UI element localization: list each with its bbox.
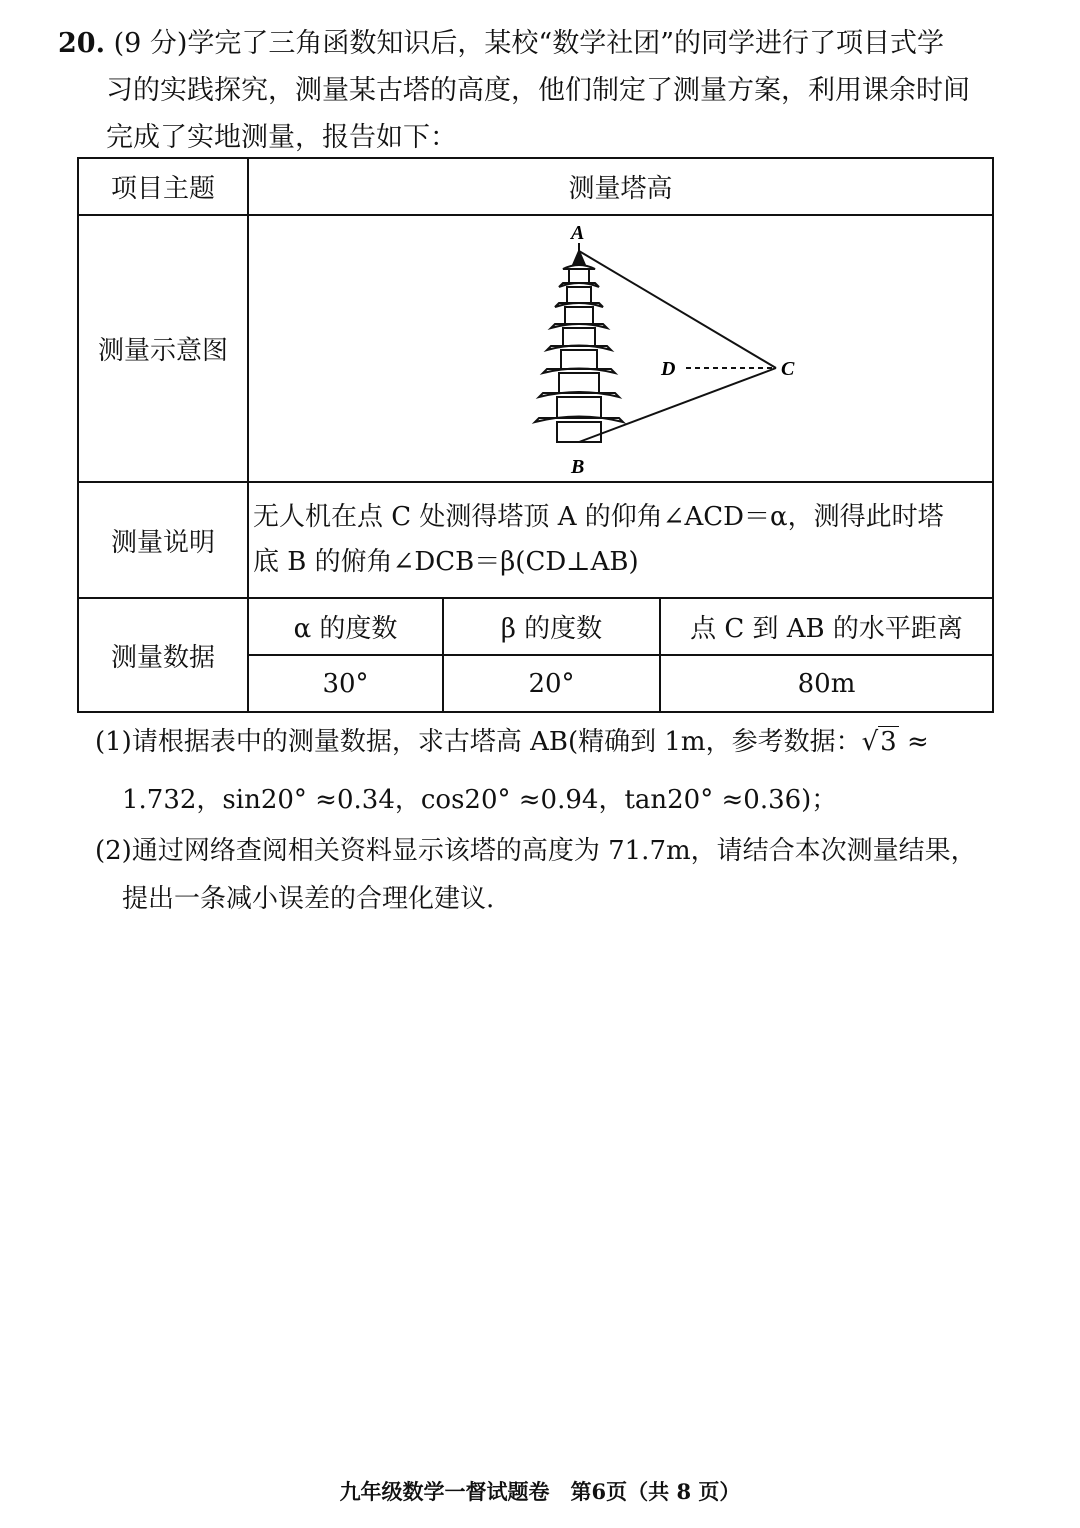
question-intro-line-1 [58, 20, 1018, 67]
part-2-line-2: 提出一条减小误差的合理化建议. [122, 884, 495, 914]
description-label: 测量说明 [78, 482, 248, 598]
question-header [58, 20, 1018, 161]
description-line-1: 无人机在点 C 处测得塔顶 A 的仰角∠ACD＝α，测得此时塔 [253, 502, 944, 532]
table-row-data-header [78, 598, 993, 655]
col-alpha-header: α 的度数 [248, 598, 443, 655]
table-row-topic [78, 158, 993, 215]
point-d-label: D [660, 358, 675, 380]
data-label: 测量数据 [78, 598, 248, 712]
part-1-approx: ≈ [898, 727, 929, 757]
diagram-cell [248, 215, 993, 482]
part-1-text-a: (1)请根据表中的测量数据，求古塔高 AB(精确到 1m，参考数据： [95, 727, 862, 757]
line-bc [579, 368, 776, 442]
alpha-value: 30° [248, 655, 443, 712]
sqrt-expression: √3 [861, 727, 897, 757]
beta-value: 20° [443, 655, 660, 712]
topic-value: 测量塔高 [248, 158, 993, 215]
part-1-line-1 [95, 715, 1025, 769]
point-b-label: B [570, 456, 584, 478]
col-distance-header: 点 C 到 AB 的水平距离 [660, 598, 993, 655]
question-intro-3: 完成了实地测量，报告如下： [106, 122, 457, 153]
part-1-line-2: 1.732，sin20° ≈0.34，cos20° ≈0.94，tan20° ≈0.36)； [122, 785, 838, 815]
sqrt-radicand: 3 [880, 727, 897, 757]
question-number: 20. [58, 28, 105, 59]
question-intro-1: (9 分)学完了三角函数知识后，某校“数学社团”的同学进行了项目式学 [113, 28, 945, 59]
table-row-description [78, 482, 993, 598]
distance-value: 80m [660, 655, 993, 712]
page-footer: 九年级数学一督试题卷 第6页（共 8 页） [339, 1479, 741, 1504]
question-intro-2: 习的实践探究，测量某古塔的高度，他们制定了测量方案，利用课余时间 [106, 75, 970, 106]
point-c-label: C [780, 358, 794, 380]
pagoda-diagram [461, 221, 794, 478]
diagram-label: 测量示意图 [78, 215, 248, 482]
pagoda-icon [535, 243, 623, 442]
line-ac [579, 251, 776, 368]
description-text [248, 482, 993, 598]
description-line-2: 底 B 的俯角∠DCB＝β(CD⊥AB) [253, 547, 639, 577]
point-a-label: A [570, 222, 584, 244]
part-2-line-1: (2)通过网络查阅相关资料显示该塔的高度为 71.7m，请结合本次测量结果， [95, 836, 977, 866]
table-row-diagram [78, 215, 993, 482]
col-beta-header: β 的度数 [443, 598, 660, 655]
measurement-report-table [77, 157, 994, 713]
topic-label: 项目主题 [78, 158, 248, 215]
sub-questions [95, 715, 1025, 923]
